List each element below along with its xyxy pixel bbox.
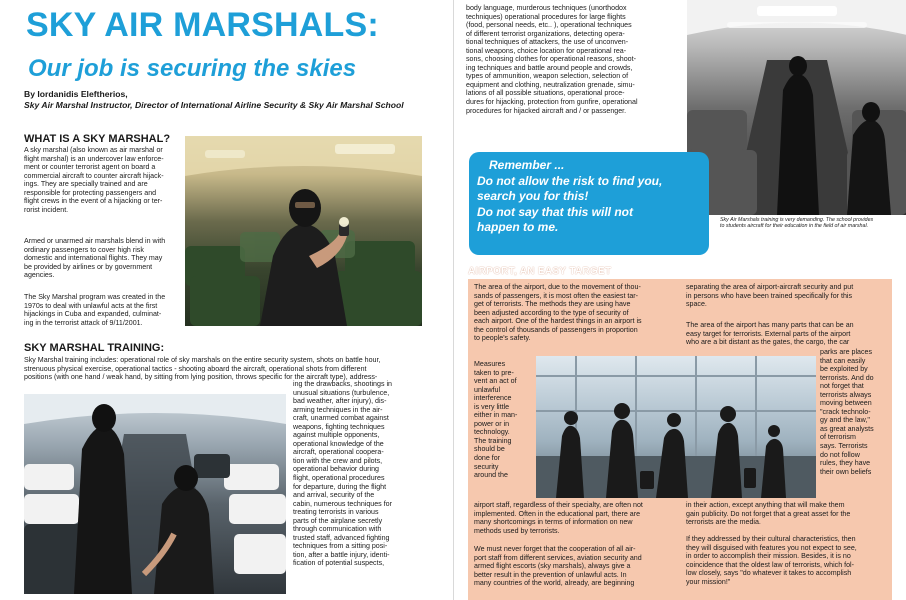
text-line: methods used by terrorists. [474, 526, 560, 535]
text-line: procedures for hijacked aircraft and / or passenger. [466, 106, 627, 115]
text-line: ings. They are specially trained and are [24, 180, 148, 189]
text-line: easy target for terrorists. External parts of the airport [686, 329, 851, 338]
text-line: low closely, says "do whatever it takes to accomplish [686, 569, 852, 578]
text-line: that can easily [820, 356, 866, 365]
text-line: body language, murderous techniques (unorthodox [466, 4, 627, 12]
text-line: moving between [820, 399, 872, 408]
heading-what-is: WHAT IS A SKY MARSHAL? [24, 133, 171, 145]
what-is-para-3 [24, 293, 179, 327]
airport-section [468, 266, 892, 600]
text-line: better result in the prevention of unlawful acts. In [474, 570, 627, 579]
right-page [453, 0, 906, 600]
text-line: arming techniques in the air- [293, 405, 383, 414]
text-line: your mission!" [686, 577, 731, 586]
text-line: The training [474, 436, 512, 445]
text-line: they will disguised with features you not expect to see, [686, 543, 857, 552]
text-line: aircraft, operational coopera- [293, 448, 384, 457]
text-line: If they addressed by their cultural characteristics, then [686, 535, 856, 543]
what-is-para-2 [24, 237, 179, 280]
text-line: not forget that [820, 382, 864, 391]
text-line: flight crews in the event of a hijacking or ter- [24, 197, 163, 206]
text-line: ing techniques and battle around people and crowds, [466, 63, 633, 72]
training-intro [24, 356, 434, 382]
remember-line: Do not say that this will not [477, 204, 633, 219]
cabin-training-illustration [24, 394, 286, 594]
text-line: dures for hijacking, protection from gunfire, operational [466, 98, 638, 107]
text-line: in order to accomplish their mission. Besides, it is no [686, 552, 851, 561]
text-line: terrorists always [820, 390, 872, 399]
text-line: flight marshal) is an undercover law enforce- [24, 154, 164, 163]
text-line: cabin, numerous techniques for [293, 499, 392, 508]
cabin-training-photo [24, 394, 286, 594]
text-line: rorist incident. [24, 205, 69, 214]
text-line: "crack technolo- [820, 407, 871, 416]
caption-line: Sky Air Marshals training is very demanding. The school provides [720, 217, 874, 223]
text-line: We must never forget that the cooperation of all air- [474, 545, 636, 553]
text-line: strenuous physical exercise, operational tactics - shooting aboard the aircraft, operational shots from different [24, 364, 367, 373]
airport-right-bottom [686, 501, 886, 527]
text-line: space. [686, 300, 707, 309]
text-line: been adjusted according to the type of security of [474, 308, 629, 317]
text-line: agencies. [24, 271, 55, 280]
text-line: get of terrorists. The methods they are using have [474, 300, 631, 309]
text-line: many countries of the world, already, are beginning [474, 579, 635, 588]
text-line: in persons who have been trained specifically for this [686, 291, 853, 300]
text-line: tion, after a battle injury, identi- [293, 550, 390, 559]
photo-caption [720, 217, 905, 230]
text-line: is very little [474, 402, 510, 411]
airport-right-final [686, 535, 886, 586]
remember-heading: Remember ... [489, 158, 565, 172]
text-line: ing the drawbacks, shootings in [293, 380, 392, 388]
text-line: flight, operational procedures [293, 474, 385, 483]
text-line: ordinary passengers to cover high risk [24, 245, 144, 254]
training-column [293, 380, 423, 568]
text-line: around the [474, 471, 508, 480]
text-line: terrorists are the media. [686, 518, 761, 527]
text-line: for departure, during the flight [293, 482, 387, 491]
text-line: separating the area of airport-aircraft security and put [686, 283, 854, 291]
text-line: unlawful [474, 385, 501, 394]
text-line: power or in [474, 419, 510, 428]
byline [24, 89, 434, 110]
text-line: Armed or unarmed air marshals blend in with [24, 237, 166, 245]
caption-line: to students aircraft for their education in the field of air marshal. [720, 223, 869, 230]
text-line: technology. [474, 428, 510, 437]
airport-terminal-illustration [536, 356, 816, 498]
airport-right-top [686, 283, 886, 309]
text-line: positions (with one hand / weak hand, by sitting from lying position, throws specific for the aircraft type), address- [24, 373, 378, 382]
text-line: coincidence that the oldest law of terrorists, which fol- [686, 560, 854, 569]
text-line: lations of all possible situations, operational proce- [466, 89, 625, 98]
text-line: armed flight escorts (sky marshals), always give a [474, 562, 631, 571]
text-line: who are a bit distant as the gates, the cargo, the car [686, 338, 850, 347]
text-line: of different terrorist organizations, detecting opera- [466, 29, 625, 38]
text-line: commercial aircraft to counter aircraft hijack- [24, 171, 164, 180]
article-subtitle: Our job is securing the skies [28, 55, 357, 82]
text-line: tion with the crew and pilots, [293, 456, 383, 465]
text-line: be exploited by [820, 365, 868, 374]
text-line: A sky marshal (also known as air marshal or [24, 146, 163, 154]
text-line: treating terrorists in various [293, 508, 379, 517]
text-line: of terrorism [820, 433, 856, 442]
text-line: fication of potential suspects, [293, 559, 385, 568]
text-line: either in man- [474, 411, 518, 420]
text-line: ing in the terrorist attack of 9/11/2001. [24, 318, 143, 327]
text-line: unusual situations (turbulence, [293, 388, 390, 397]
text-line: operational knowledge of the [293, 439, 384, 448]
text-line: the control of thousands of passengers in proportion [474, 325, 638, 334]
airport-left-final [474, 545, 670, 588]
text-line: The area of the airport has many parts that can be an [686, 321, 854, 329]
marshal-aiming-illustration [185, 136, 422, 326]
text-line: parts of the airplane secretly [293, 516, 383, 525]
text-line: techniques) operational procedures for large flights [466, 12, 626, 21]
text-line: Measures [474, 360, 506, 368]
text-line: operational behavior during [293, 465, 379, 474]
what-is-para-1 [24, 146, 179, 214]
text-line: airport staff, regardless of their specialty, are often not [474, 501, 643, 509]
text-line: security [474, 462, 499, 471]
text-line: as great analysts [820, 424, 874, 433]
marshal-aiming-photo [185, 136, 422, 326]
text-line: done for [474, 454, 501, 463]
text-line: in their action, except anything that will make them [686, 501, 845, 509]
text-line: 1970s to deal with unlawful acts at the first [24, 301, 158, 310]
text-line: The Sky Marshal program was created in the [24, 293, 166, 301]
cabin-illustration [687, 0, 906, 215]
text-line: taken to pre- [474, 368, 514, 377]
heading-training: SKY MARSHAL TRAINING: [24, 342, 165, 354]
text-line: says. Terrorists [820, 442, 868, 451]
text-line: their own beliefs [820, 467, 872, 476]
text-line: terrorists. And do [820, 373, 874, 382]
text-line: each airport. One of the hardest things in an airport is [474, 317, 642, 326]
text-line: vent an act of [474, 377, 517, 386]
text-line: be provided by airlines or by government [24, 262, 153, 271]
text-line: The area of the airport, due to the movement of thou- [474, 283, 641, 291]
text-line: domestic and international flights. They may [24, 254, 163, 263]
text-line: hijackings in Cuba and expanded, culminat- [24, 310, 162, 319]
text-line: Sky Marshal training includes: operational role of sky marshals on the entire security system, shots on battle hour, [24, 356, 381, 364]
text-line: tional weapons, choice location for operational rea- [466, 46, 627, 55]
text-line: to people's safety. [474, 334, 531, 343]
text-line: (food, personal needs, etc.. ), operational techniques [466, 21, 632, 30]
text-line: weapons, fighting techniques [293, 422, 385, 431]
remember-line: happen to me. [477, 220, 559, 234]
airport-left-bottom [474, 501, 670, 535]
text-line: techniques from a sitting posi- [293, 542, 388, 551]
text-line: against multiple opponents, [293, 431, 380, 440]
remember-line: Do not allow the risk to find you, [477, 173, 663, 188]
text-line: equipment and clothing, neutralization grenade, simu- [466, 80, 635, 89]
text-line: rules, they have [820, 459, 871, 468]
text-line: bad weather, after injury), dis- [293, 397, 387, 406]
remember-line: search you for this! [477, 189, 589, 203]
text-line: port staff from different services, aviation security and [474, 553, 642, 562]
text-line: through communication with [293, 525, 382, 534]
text-line: types of ammunition, weapon selection, selection of [466, 72, 629, 81]
article-title: SKY AIR MARSHALS: [26, 6, 379, 44]
byline-author: By Iordanidis Eleftherios, [24, 89, 128, 99]
airport-box [468, 279, 892, 600]
cabin-photo [687, 0, 906, 215]
text-line: and arrival, security of the [293, 491, 375, 500]
text-line: do not follow [820, 450, 860, 459]
text-line: responsible for protecting passengers and [24, 188, 157, 197]
text-line: gain publicity. Do not forget that a great asset for the [686, 509, 851, 518]
remember-callout [469, 152, 709, 255]
airport-left-top [474, 283, 670, 343]
byline-role: Sky Air Marshal Instructor, Director of International Airline Security & Sky Air Marshal School [24, 99, 404, 110]
airport-left-narrow [474, 360, 534, 480]
training-continued [466, 4, 678, 115]
text-line: sands of passengers, it is most often the easiest tar- [474, 291, 639, 300]
airport-right-narrow [820, 348, 886, 476]
text-line: interference [474, 394, 512, 403]
text-line: ment or counter terrorist agent on board a [24, 163, 156, 172]
text-line: many shortcomings in terms of information on new [474, 518, 633, 527]
airport-right-mid [686, 321, 886, 347]
text-line: sons, choosing clothes for operational reasons, shoot- [466, 55, 636, 64]
text-line: trusted staff, advanced fighting [293, 533, 390, 542]
text-line: should be [474, 445, 505, 454]
airport-heading: AIRPORT, AN EASY TARGET [468, 266, 612, 277]
text-line: parks are places [820, 348, 873, 356]
text-line: tional techniques of attackers, the use of unconven- [466, 38, 629, 47]
text-line: craft, unarmed combat against [293, 414, 389, 423]
text-line: gy and the law," [820, 416, 870, 425]
airport-terminal-photo [536, 356, 816, 498]
text-line: implemented. Often in the educational part, there are [474, 509, 641, 518]
